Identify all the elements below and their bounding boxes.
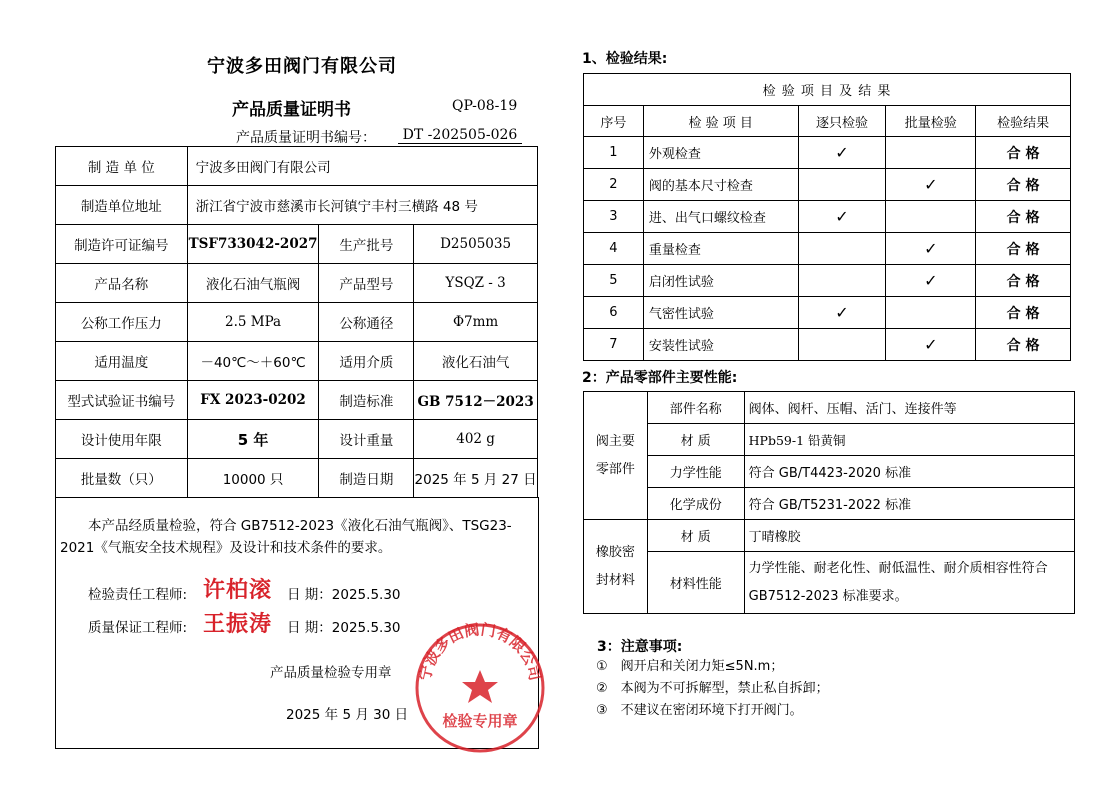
parts-group-valve-line2: 零部件 — [595, 461, 635, 477]
row-no: 2 — [584, 169, 644, 201]
stamp-bottom-text: 检验专用章 — [442, 712, 518, 730]
quantity-label: 批量数（只） — [56, 459, 188, 498]
header-no: 序号 — [584, 106, 644, 137]
inspection-stamp — [412, 620, 548, 756]
quantity-value: 10000 只 — [187, 459, 319, 498]
weight-value: 402 g — [414, 420, 538, 459]
note-item: ① 阀开启和关闭力矩≤5N.m； — [596, 659, 784, 674]
medium-value: 液化石油气 — [414, 342, 538, 381]
header-batch: 批量检验 — [886, 106, 976, 137]
row-batch-check — [886, 137, 976, 169]
qa-signature: 王振涛 — [203, 611, 273, 637]
parts-group-rubber-line1: 橡胶密 — [595, 544, 635, 560]
row-item: 安装性试验 — [643, 329, 798, 361]
parts-group-rubber — [584, 520, 648, 614]
row-result: 合 格 — [976, 329, 1071, 361]
row-each-check — [798, 329, 886, 361]
parts-r3-label: 力学性能 — [647, 456, 744, 488]
qa-label: 质量保证工程师: — [88, 620, 188, 636]
header-item: 检 验 项 目 — [643, 106, 798, 137]
results-row — [584, 201, 1071, 233]
row-item: 气密性试验 — [643, 297, 798, 329]
row-no: 6 — [584, 297, 644, 329]
results-row — [584, 265, 1071, 297]
results-row — [584, 137, 1071, 169]
model-value: YSQZ - 3 — [414, 264, 538, 303]
temperature-value: －40℃～＋60℃ — [187, 342, 319, 381]
qa-date: 日 期：2025.5.30 — [287, 620, 401, 636]
row-result: 合 格 — [976, 265, 1071, 297]
service-life-label: 设计使用年限 — [56, 420, 188, 459]
type-cert-label: 型式试验证书编号 — [56, 381, 188, 420]
check-icon: ✓ — [924, 175, 938, 194]
product-name-value: 液化石油气瓶阀 — [187, 264, 319, 303]
results-heading: 1、检验结果: — [582, 51, 668, 67]
maker-value: 宁波多田阀门有限公司 — [187, 147, 537, 186]
row-each-check — [798, 169, 886, 201]
batch-value: D2505035 — [414, 225, 538, 264]
row-each-check — [798, 297, 886, 329]
header-result: 检验结果 — [976, 106, 1071, 137]
license-value: TSF733042-2027 — [187, 225, 319, 264]
parts-r3-value: 符合 GB/T4423-2020 标准 — [744, 456, 1074, 488]
check-icon: ✓ — [924, 335, 938, 354]
check-icon: ✓ — [835, 207, 849, 226]
license-label: 制造许可证编号 — [56, 225, 188, 264]
temperature-label: 适用温度 — [56, 342, 188, 381]
results-row — [584, 329, 1071, 361]
document-title: 产品质量证明书 — [232, 100, 351, 120]
row-no: 3 — [584, 201, 644, 233]
medium-label: 适用介质 — [319, 342, 414, 381]
row-no: 1 — [584, 137, 644, 169]
batch-label: 生产批号 — [319, 225, 414, 264]
address-label: 制造单位地址 — [56, 186, 188, 225]
results-row — [584, 169, 1071, 201]
parts-table — [583, 391, 1075, 614]
stamp-ring-text: 宁波多田阀门有限公司 — [415, 620, 545, 683]
check-icon: ✓ — [924, 271, 938, 290]
note-item: ② 本阀为不可拆解型，禁止私自拆卸； — [596, 681, 829, 696]
row-result: 合 格 — [976, 297, 1071, 329]
note-item: ③ 不建议在密闭环境下打开阀门。 — [596, 703, 803, 718]
seal-date: 2025 年 5 月 30 日 — [286, 707, 409, 723]
row-result: 合 格 — [976, 137, 1071, 169]
parts-group-rubber-line2: 封材料 — [595, 572, 635, 588]
standard-value: GB 7512－2023 — [414, 381, 538, 420]
address-value: 浙江省宁波市慈溪市长河镇宁丰村三横路 48 号 — [187, 186, 537, 225]
parts-r6-label: 材料性能 — [647, 552, 744, 614]
service-life-value: 5 年 — [187, 420, 319, 459]
parts-r6-value-line1: 力学性能、耐老化性、耐低温性、耐介质相容性符合 — [748, 560, 1048, 576]
row-each-check — [798, 233, 886, 265]
model-label: 产品型号 — [319, 264, 414, 303]
row-batch-check — [886, 201, 976, 233]
cert-number-label: 产品质量证明书编号： — [236, 130, 376, 146]
parts-r1-label: 部件名称 — [647, 392, 744, 424]
notes-list — [596, 656, 829, 722]
nominal-diameter-label: 公称通径 — [319, 303, 414, 342]
parts-r5-value: 丁晴橡胶 — [744, 520, 1074, 552]
seal-label: 产品质量检验专用章 — [270, 665, 392, 681]
manufacture-date-value: 2025 年 5 月 27 日 — [414, 459, 538, 498]
product-name-label: 产品名称 — [56, 264, 188, 303]
parts-r4-label: 化学成份 — [647, 488, 744, 520]
weight-label: 设计重量 — [319, 420, 414, 459]
row-result: 合 格 — [976, 201, 1071, 233]
parts-group-valve-line1: 阀主要 — [595, 433, 635, 449]
inspector-label: 检验责任工程师: — [88, 587, 188, 603]
row-each-check — [798, 137, 886, 169]
document-code: QP-08-19 — [452, 98, 518, 114]
row-each-check — [798, 265, 886, 297]
row-batch-check — [886, 169, 976, 201]
parts-r4-value: 符合 GB/T5231-2022 标准 — [744, 488, 1074, 520]
parts-heading: 2：产品零部件主要性能: — [582, 370, 738, 386]
header-each: 逐只检验 — [798, 106, 886, 137]
pressure-value: 2.5 MPa — [187, 303, 319, 342]
company-name: 宁波多田阀门有限公司 — [207, 56, 397, 77]
cert-number-value: DT -202505-026 — [398, 127, 522, 144]
inspector-date: 日 期：2025.5.30 — [287, 587, 401, 603]
parts-r6-value — [744, 552, 1074, 614]
row-result: 合 格 — [976, 169, 1071, 201]
row-batch-check — [886, 329, 976, 361]
row-batch-check — [886, 297, 976, 329]
parts-r1-value: 阀体、阀杆、压帽、活门、连接件等 — [744, 392, 1074, 424]
parts-r2-label: 材 质 — [647, 424, 744, 456]
results-row — [584, 297, 1071, 329]
row-result: 合 格 — [976, 233, 1071, 265]
certificate-table — [55, 146, 538, 498]
parts-r6-value-line2: GB7512-2023 标准要求。 — [748, 588, 908, 604]
standard-label: 制造标准 — [319, 381, 414, 420]
stamp-star-icon — [462, 670, 498, 703]
maker-label: 制 造 单 位 — [56, 147, 188, 186]
inspector-signature: 许柏滚 — [203, 577, 273, 603]
results-row — [584, 233, 1071, 265]
notes-heading: 3：注意事项: — [597, 639, 683, 655]
check-icon: ✓ — [924, 239, 938, 258]
row-no: 7 — [584, 329, 644, 361]
check-icon: ✓ — [835, 143, 849, 162]
type-cert-value: FX 2023-0202 — [187, 381, 319, 420]
row-no: 4 — [584, 233, 644, 265]
row-item: 进、出气口螺纹检查 — [643, 201, 798, 233]
results-table — [583, 73, 1071, 361]
manufacture-date-label: 制造日期 — [319, 459, 414, 498]
row-batch-check — [886, 265, 976, 297]
pressure-label: 公称工作压力 — [56, 303, 188, 342]
parts-r2-value: HPb59-1 铅黄铜 — [744, 424, 1074, 456]
nominal-diameter-value: Φ7mm — [414, 303, 538, 342]
row-item: 阀的基本尺寸检查 — [643, 169, 798, 201]
row-item: 重量检查 — [643, 233, 798, 265]
row-item: 外观检查 — [643, 137, 798, 169]
parts-group-valve — [584, 392, 648, 520]
row-no: 5 — [584, 265, 644, 297]
statement-text: 本产品经质量检验，符合 GB7512-2023《液化石油气瓶阀》、TSG23-2021《气瓶安全技术规程》及设计和技术条件的要求。 — [60, 518, 512, 556]
row-each-check — [798, 201, 886, 233]
row-item: 启闭性试验 — [643, 265, 798, 297]
row-batch-check — [886, 233, 976, 265]
check-icon: ✓ — [835, 303, 849, 322]
results-table-title: 检 验 项 目 及 结 果 — [584, 74, 1071, 106]
parts-r5-label: 材 质 — [647, 520, 744, 552]
